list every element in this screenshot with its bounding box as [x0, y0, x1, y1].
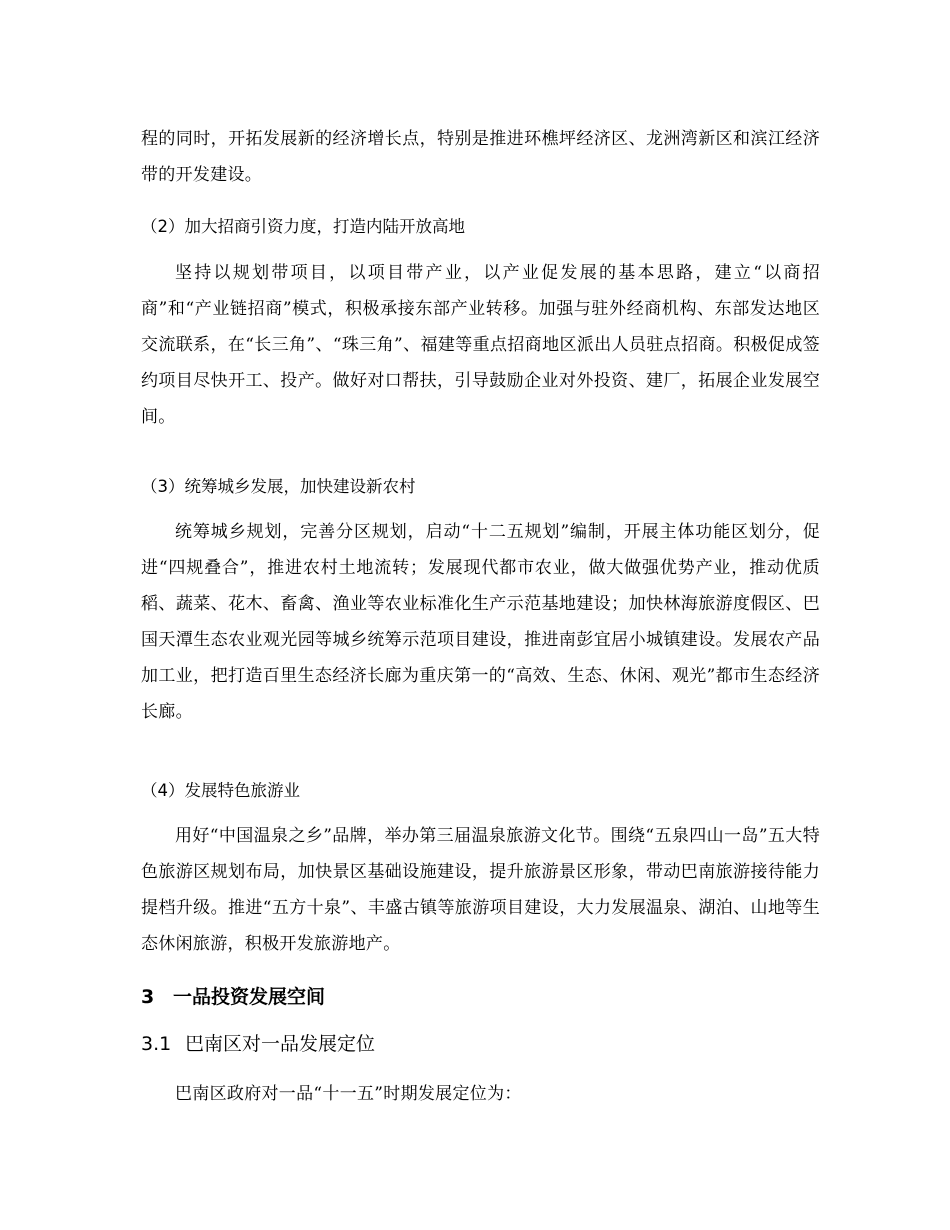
paragraph-urban-rural: 统筹城乡规划，完善分区规划，启动“十二五规划”编制，开展主体功能区划分，促进“四规叠合”，推进农村土地流转；发展现代都市农业，做大做强优势产业，推动优质稻、蔬菜、花木、畜禽、渔业等农业标准化生产示范基地建设；加快林海旅游度假区、巴国天潭生态农业观光园等城乡统筹示范项目建设，推进南彭宜居小城镇建设。发展农产品加工业，把打造百里生态经济长廊为重庆第一的“高效、生态、休闲、观光”都市生态经济长廊。	[141, 522, 820, 722]
paragraph-positioning: 巴南区政府对一品“十一五”时期发展定位为：	[175, 1084, 522, 1104]
section-heading	[141, 982, 325, 1012]
paragraph-tourism: 用好“中国温泉之乡”品牌，举办第三届温泉旅游文化节。围绕“五泉四山一岛”五大特色旅游区规划布局，加快景区基础设施建设，提升旅游景区形象，带动巴南旅游接待能力提档升级。推进“五方十泉”、丰盛古镇等旅游项目建设，大力发展温泉、湖泊、山地等生态休闲旅游，积极开发旅游地产。	[141, 826, 820, 954]
section-number: 3	[141, 986, 155, 1008]
subheading-urban-rural: （3）统筹城乡发展，加快建设新农村	[141, 477, 416, 496]
subsection-heading	[141, 1029, 375, 1059]
subheading-investment: （2）加大招商引资力度，打造内陆开放高地	[141, 217, 465, 236]
section-title: 一品投资发展空间	[173, 986, 326, 1008]
paragraph-investment: 坚持以规划带项目，以项目带产业，以产业促发展的基本思路，建立“以商招商”和“产业链招商”模式，积极承接东部产业转移。加强与驻外经商机构、东部发达地区交流联系，在“长三角”、“珠三角”、福建等重点招商地区派出人员驻点招商。积极促成签约项目尽快开工、投产。做好对口帮扶，引导鼓励企业对外投资、建厂，拓展企业发展空间。	[141, 263, 820, 427]
subsection-number: 3.1	[141, 1033, 172, 1055]
subheading-tourism: （4）发展特色旅游业	[141, 781, 300, 800]
paragraph-economic-growth: 程的同时，开拓发展新的经济增长点，特别是推进环樵坪经济区、龙洲湾新区和滨江经济带的开发建设。	[141, 129, 820, 185]
subsection-title: 巴南区对一品发展定位	[185, 1033, 376, 1055]
